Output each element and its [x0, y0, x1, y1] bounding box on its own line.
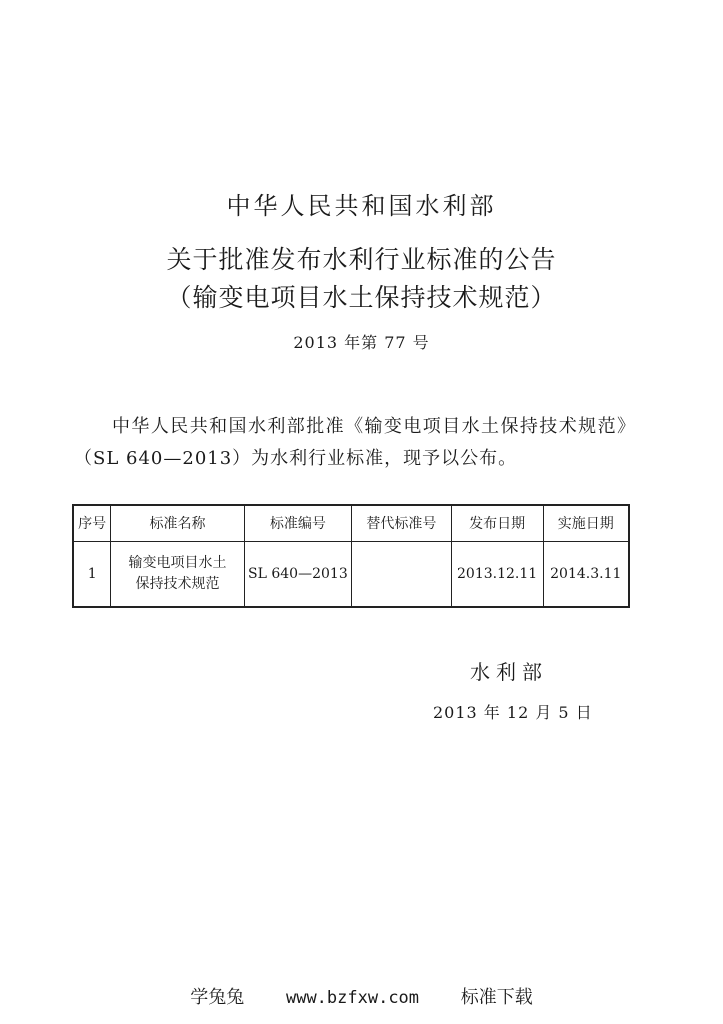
cell-issue-date: 2013.12.11 [451, 541, 543, 607]
footer-watermark [0, 983, 723, 1009]
watermark-tagline: 标准下载 [460, 987, 533, 1008]
column-header: 替代标准号 [352, 505, 451, 541]
cell-replaced-standard [352, 541, 451, 607]
cell-standard-name [111, 541, 244, 607]
standard-name-line2: 保持技术规范 [135, 575, 220, 592]
cell-index: 1 [73, 541, 111, 607]
ministry-header: 中华人民共和国水利部 [226, 192, 497, 220]
column-header: 实施日期 [543, 505, 629, 541]
column-header: 序号 [73, 505, 111, 541]
watermark-brand: 学兔兔 [190, 987, 245, 1008]
announcement-title: 关于批准发布水利行业标准的公告 [166, 245, 557, 274]
standard-name-line1: 输变电项目水土 [128, 554, 227, 571]
issuer-signature: 水利部 [470, 660, 548, 684]
table-header-row [73, 505, 629, 541]
notice-number: 2013 年第 77 号 [293, 333, 430, 352]
column-header: 发布日期 [451, 505, 543, 541]
table-row [73, 541, 629, 607]
cell-effective-date: 2014.3.11 [543, 541, 629, 607]
watermark-site: www.bzfxw.com [285, 988, 420, 1008]
column-header: 标准名称 [111, 505, 244, 541]
cell-standard-code: SL 640—2013 [244, 541, 352, 607]
standards-table [72, 504, 630, 608]
signature-date: 2013 年 12 月 5 日 [433, 703, 593, 722]
column-header: 标准编号 [244, 505, 352, 541]
announcement-body: 中华人民共和国水利部批准《输变电项目水土保持技术规范》（SL 640—2013）为水利行业标准，现予以公布。 [74, 416, 636, 469]
announcement-subtitle: （输变电项目水土保持技术规范） [166, 283, 557, 312]
